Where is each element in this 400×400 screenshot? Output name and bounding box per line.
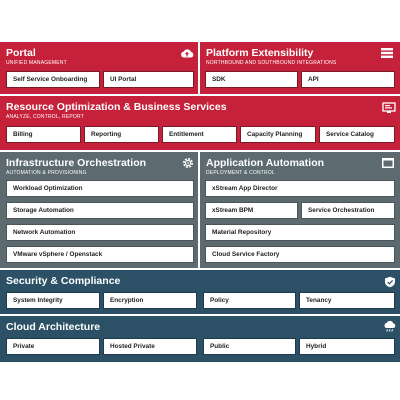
app-item-service-orchestration: Service Orchestration (301, 202, 395, 219)
platform-title: Platform Extensibility (206, 47, 314, 59)
app-item-cloud-service-factory: Cloud Service Factory (205, 246, 395, 263)
app-subtitle: DEPLOYMENT & CONTROL (206, 170, 275, 176)
infra-title: Infrastructure Orchestration (6, 157, 147, 169)
infra-item-workload-optimization: Workload Optimization (6, 180, 194, 197)
platform-item-api: API (301, 71, 395, 88)
cloud-item-private: Private (6, 338, 100, 355)
portal-title: Portal (6, 47, 36, 59)
window-icon (381, 157, 395, 169)
portal-item-self-service-onboarding: Self Service Onboarding (6, 71, 100, 88)
app-item-material-repository: Material Repository (205, 224, 395, 241)
resource-item-billing: Billing (6, 126, 81, 143)
platform-subtitle: NORTHBOUND AND SOUTHBOUND INTEGRATIONS (206, 60, 337, 66)
resource-item-entitlement: Entitlement (162, 126, 237, 143)
cloud-item-hybrid: Hybrid (299, 338, 395, 355)
platform-item-sdk: SDK (205, 71, 298, 88)
cloud-title: Cloud Architecture (6, 321, 101, 333)
resource-item-reporting: Reporting (84, 126, 159, 143)
cloud-upload-icon (180, 47, 194, 59)
security-item-policy: Policy (203, 292, 296, 309)
gear-icon (181, 157, 195, 169)
resource-item-capacity-planning: Capacity Planning (240, 126, 316, 143)
shield-icon (383, 276, 397, 288)
app-item-xstream-app-director: xStream App Director (205, 180, 395, 197)
resource-subtitle: ANALYZE, CONTROL, REPORT (6, 114, 84, 120)
cloud-panel (0, 316, 400, 362)
infra-subtitle: AUTOMATION & PROVISIONING (6, 170, 87, 176)
security-item-system-integrity: System Integrity (6, 292, 100, 309)
infra-panel (0, 152, 198, 268)
security-title: Security & Compliance (6, 275, 121, 287)
resource-item-service-catalog: Service Catalog (319, 126, 395, 143)
resource-title: Resource Optimization & Business Services (6, 101, 227, 113)
resource-panel (0, 96, 400, 150)
security-panel (0, 270, 400, 314)
portal-subtitle: UNIFIED MANAGEMENT (6, 60, 67, 66)
security-item-encryption: Encryption (103, 292, 197, 309)
infra-item-vmware-vsphere-openstack: VMware vSphere / Openstack (6, 246, 194, 263)
portal-item-ui-portal: UI Portal (103, 71, 194, 88)
monitor-icon (382, 102, 396, 114)
app-item-xstream-bpm: xStream BPM (205, 202, 298, 219)
infra-item-storage-automation: Storage Automation (6, 202, 194, 219)
stack-icon (380, 47, 394, 59)
security-item-tenancy: Tenancy (299, 292, 395, 309)
portal-panel (0, 42, 198, 94)
cloud-rain-icon (383, 321, 397, 333)
cloud-item-hosted-private: Hosted Private (103, 338, 197, 355)
app-panel (200, 152, 400, 268)
cloud-item-public: Public (203, 338, 296, 355)
infra-item-network-automation: Network Automation (6, 224, 194, 241)
app-title: Application Automation (206, 157, 325, 169)
platform-panel (200, 42, 400, 94)
